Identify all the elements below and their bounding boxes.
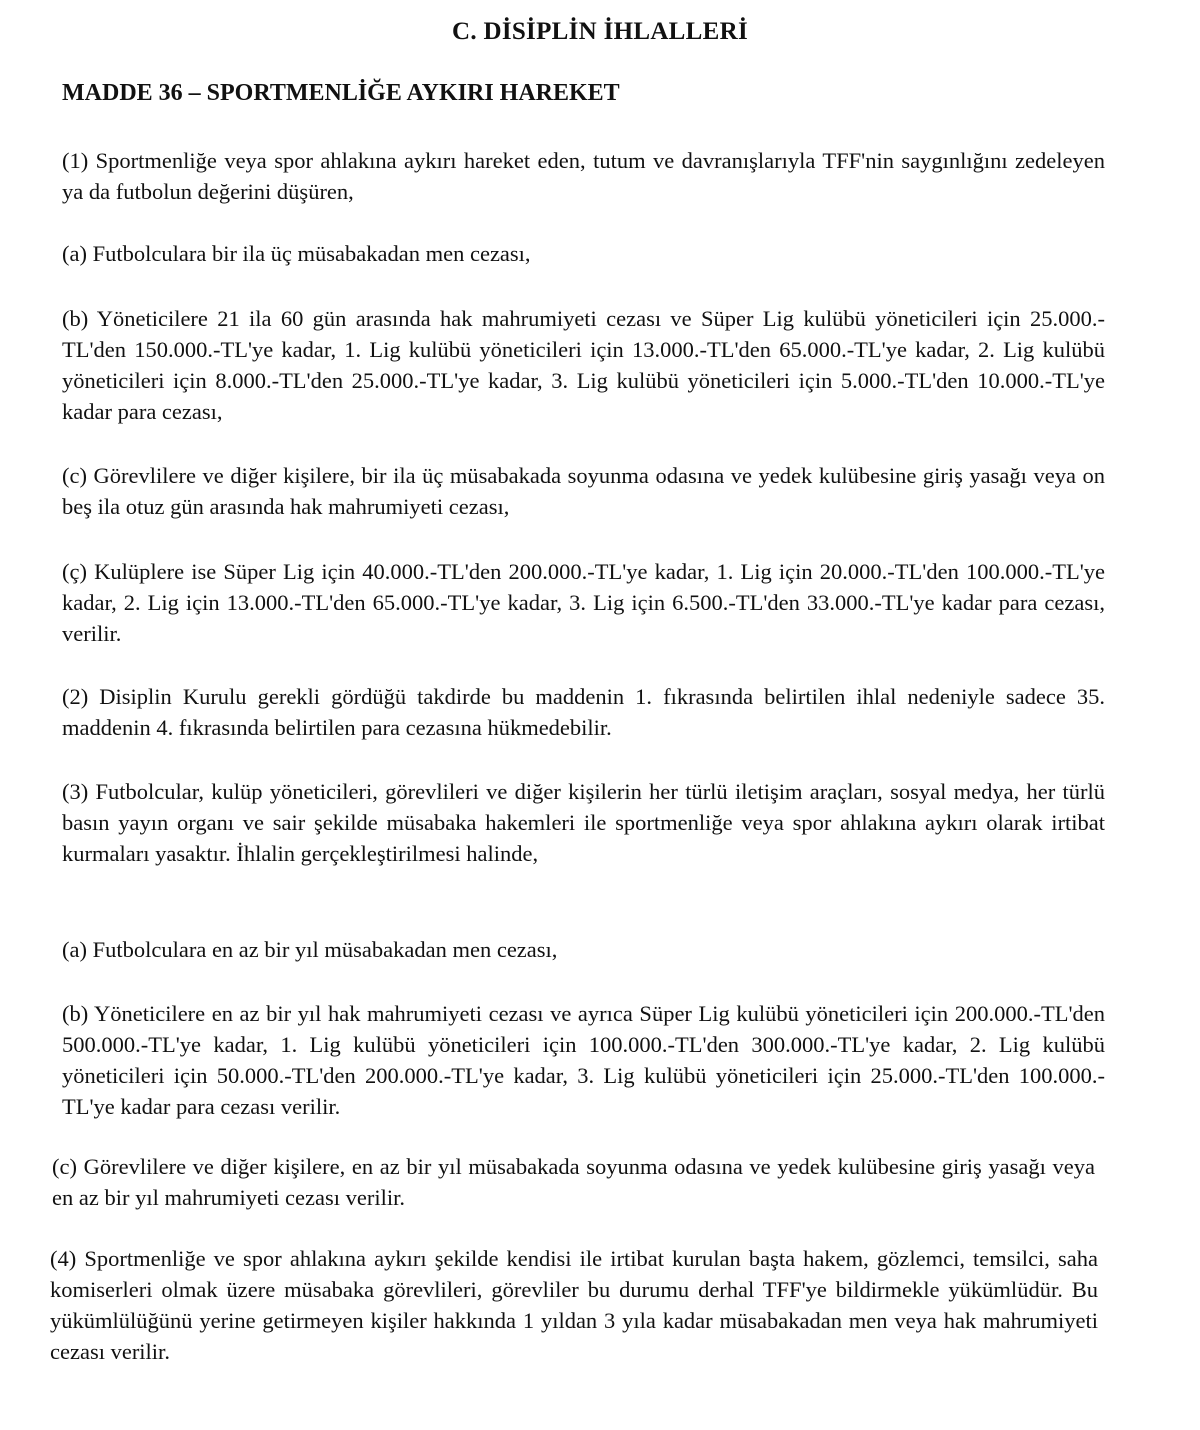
paragraph-4: (4) Sportmenliğe ve spor ahlakına aykırı şekilde kendisi ile irtibat kurulan başta hakem, gözlemci, temsilci, saha komiserleri olmak üzere müsabaka görevlileri, görevliler bu durumu derhal TFF'ye bildirmekle yükümlüdür. Bu yükümlülüğünü yerine getirmeyen kişiler hakkında 1 yıldan 3 yıla kadar müsabakadan men veya hak mahrumiyeti cezası verilir. <box>50 1246 1098 1364</box>
paragraph-3c: (c) Görevlilere ve diğer kişilere, en az bir yıl müsabakada soyunma odasına ve yedek kulübesine giriş yasağı veya en az bir yıl mahrumiyeti cezası verilir. <box>52 1154 1095 1210</box>
paragraph-3b: (b) Yöneticilere en az bir yıl hak mahrumiyeti cezası ve ayrıca Süper Lig kulübü yöneticileri için 200.000.-TL'den 500.000.-TL'ye kadar, 1. Lig kulübü yöneticileri için 100.000.-TL'den 300.000.-TL'ye kadar, 2. Lig kulübü yöneticileri için 50.000.-TL'den 200.000.-TL'ye kadar, 3. Lig kulübü yöneticileri için 25.000.-TL'den 100.000.-TL'ye kadar para cezası verilir. <box>62 1001 1105 1119</box>
paragraph-1c: (c) Görevlilere ve diğer kişilere, bir ila üç müsabakada soyunma odasına ve yedek kulübesine giriş yasağı veya on beş ila otuz gün arasında hak mahrumiyeti cezası, <box>62 463 1105 519</box>
paragraph-3a: (a) Futbolculara en az bir yıl müsabakadan men cezası, <box>62 937 558 962</box>
paragraph-1c-cedilla: (ç) Kulüplere ise Süper Lig için 40.000.-TL'den 200.000.-TL'ye kadar, 1. Lig için 20.000.-TL'den 100.000.-TL'ye kadar, 2. Lig için 13.000.-TL'den 65.000.-TL'ye kadar, 3. Lig için 6.500.-TL'den 33.000.-TL'ye kadar para cezası, verilir. <box>62 559 1105 646</box>
paragraph-2: (2) Disiplin Kurulu gerekli gördüğü takdirde bu maddenin 1. fıkrasında belirtilen ihlal nedeniyle sadece 35. maddenin 4. fıkrasında belirtilen para cezasına hükmedebilir. <box>62 684 1105 740</box>
section-title: C. DİSİPLİN İHLALLERİ <box>452 18 748 45</box>
article-title: MADDE 36 – SPORTMENLİĞE AYKIRI HAREKET <box>62 80 620 106</box>
paragraph-3: (3) Futbolcular, kulüp yöneticileri, görevlileri ve diğer kişilerin her türlü iletişim araçları, sosyal medya, her türlü basın yayın organı ve sair şekilde müsabaka hakemleri ile sportmenliğe veya spor ahlakına aykırı olarak irtibat kurmaları yasaktır. İhlalin gerçekleştirilmesi halinde, <box>62 779 1105 866</box>
paragraph-1a: (a) Futbolculara bir ila üç müsabakadan men cezası, <box>62 241 531 266</box>
paragraph-1: (1) Sportmenliğe veya spor ahlakına aykırı hareket eden, tutum ve davranışlarıyla TFF'nin saygınlığını zedeleyen ya da futbolun değerini düşüren, <box>62 148 1105 204</box>
paragraph-1b: (b) Yöneticilere 21 ila 60 gün arasında hak mahrumiyeti cezası ve Süper Lig kulübü yöneticileri için 25.000.-TL'den 150.000.-TL'ye kadar, 1. Lig kulübü yöneticileri için 13.000.-TL'den 65.000.-TL'ye kadar, 2. Lig kulübü yöneticileri için 8.000.-TL'den 25.000.-TL'ye kadar, 3. Lig kulübü yöneticileri için 5.000.-TL'den 10.000.-TL'ye kadar para cezası, <box>62 306 1105 424</box>
